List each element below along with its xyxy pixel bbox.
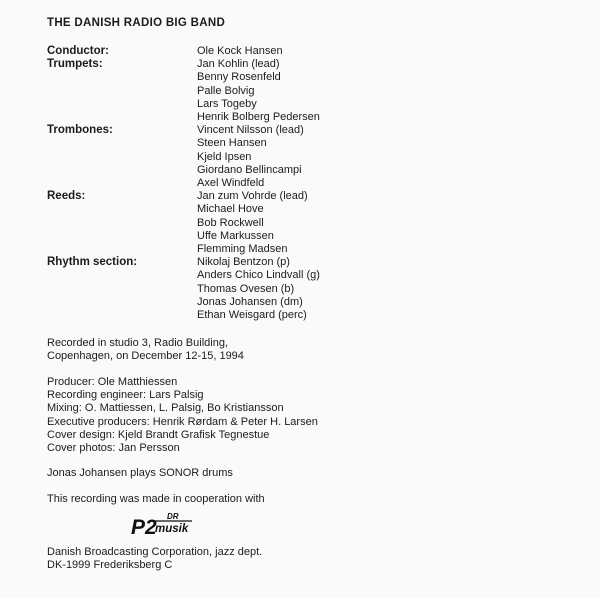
member: Vincent Nilsson (lead) [197,124,304,137]
member: Axel Windfeld [197,177,265,190]
member: Thomas Ovesen (b) [197,282,295,295]
section-trumpets [47,58,320,124]
recording-info [47,337,244,363]
section-label: Reeds: [47,190,86,203]
logo-dr: DR [167,512,179,521]
address [47,546,262,572]
drums-note-text: Jonas Johansen plays SONOR drums [47,467,233,479]
credit-line: Mixing: O. Mattiessen, L. Palsig, Bo Kristiansson [47,402,284,415]
credits [47,376,318,455]
credit-line: Cover design: Kjeld Brandt Grafisk Tegnestue [47,428,270,441]
section-label: Trumpets: [47,58,103,71]
section-trombones [47,124,320,190]
credit-line: Recording engineer: Lars Palsig [47,389,204,402]
drums-note [47,467,233,480]
member: Palle Bolvig [197,84,255,97]
member: Steen Hansen [197,137,267,150]
member: Michael Hove [197,203,264,216]
member-list [197,45,320,58]
credit-line: Producer: Ole Matthiessen [47,376,178,388]
recording-line: Recorded in studio 3, Radio Building, [47,337,229,349]
member: Henrik Bolberg Pedersen [197,111,320,124]
member: Lars Togeby [197,97,257,110]
p2-musik-logo [130,510,200,538]
member: Benny Rosenfeld [197,71,281,84]
member: Ethan Weisgard (perc) [197,309,307,322]
section-label: Conductor: [47,45,109,57]
member: Flemming Madsen [197,243,288,256]
section-reeds [47,190,320,256]
cooperation-text: This recording was made in cooperation with [47,493,265,505]
member: Jan Kohlin (lead) [197,58,280,71]
credit-line: Cover photos: Jan Persson [47,442,180,455]
member: Nikolaj Bentzon (p) [197,256,290,269]
member-list [197,58,320,124]
member: Giordano Bellincampi [197,163,302,176]
section-label: Trombones: [47,124,113,137]
member: Ole Kock Hansen [197,45,283,57]
address-line: Danish Broadcasting Corporation, jazz dept. [47,546,263,558]
p2-musik-logo-svg [130,510,200,538]
logo-musik: musik [155,523,189,535]
member: Kjeld Ipsen [197,150,252,163]
section-label: Rhythm section: [47,256,138,269]
member: Uffe Markussen [197,229,274,242]
cooperation-note [47,493,265,506]
logo-p2: P2 [131,516,157,538]
band-title: THE DANISH RADIO BIG BAND [47,17,226,29]
member: Jan zum Vohrde (lead) [197,190,308,203]
credit-line: Executive producers: Henrik Rørdam & Peter H. Larsen [47,415,318,428]
member: Bob Rockwell [197,216,264,229]
roster [47,45,320,322]
section-conductor [47,45,320,58]
member-list [197,190,320,256]
recording-line: Copenhagen, on December 12-15, 1994 [47,350,244,363]
address-line: DK-1999 Frederiksberg C [47,559,173,572]
member: Anders Chico Lindvall (g) [197,269,320,282]
section-rhythm [47,256,320,322]
member-list [197,124,320,190]
member-list [197,256,320,322]
member: Jonas Johansen (dm) [197,295,303,308]
